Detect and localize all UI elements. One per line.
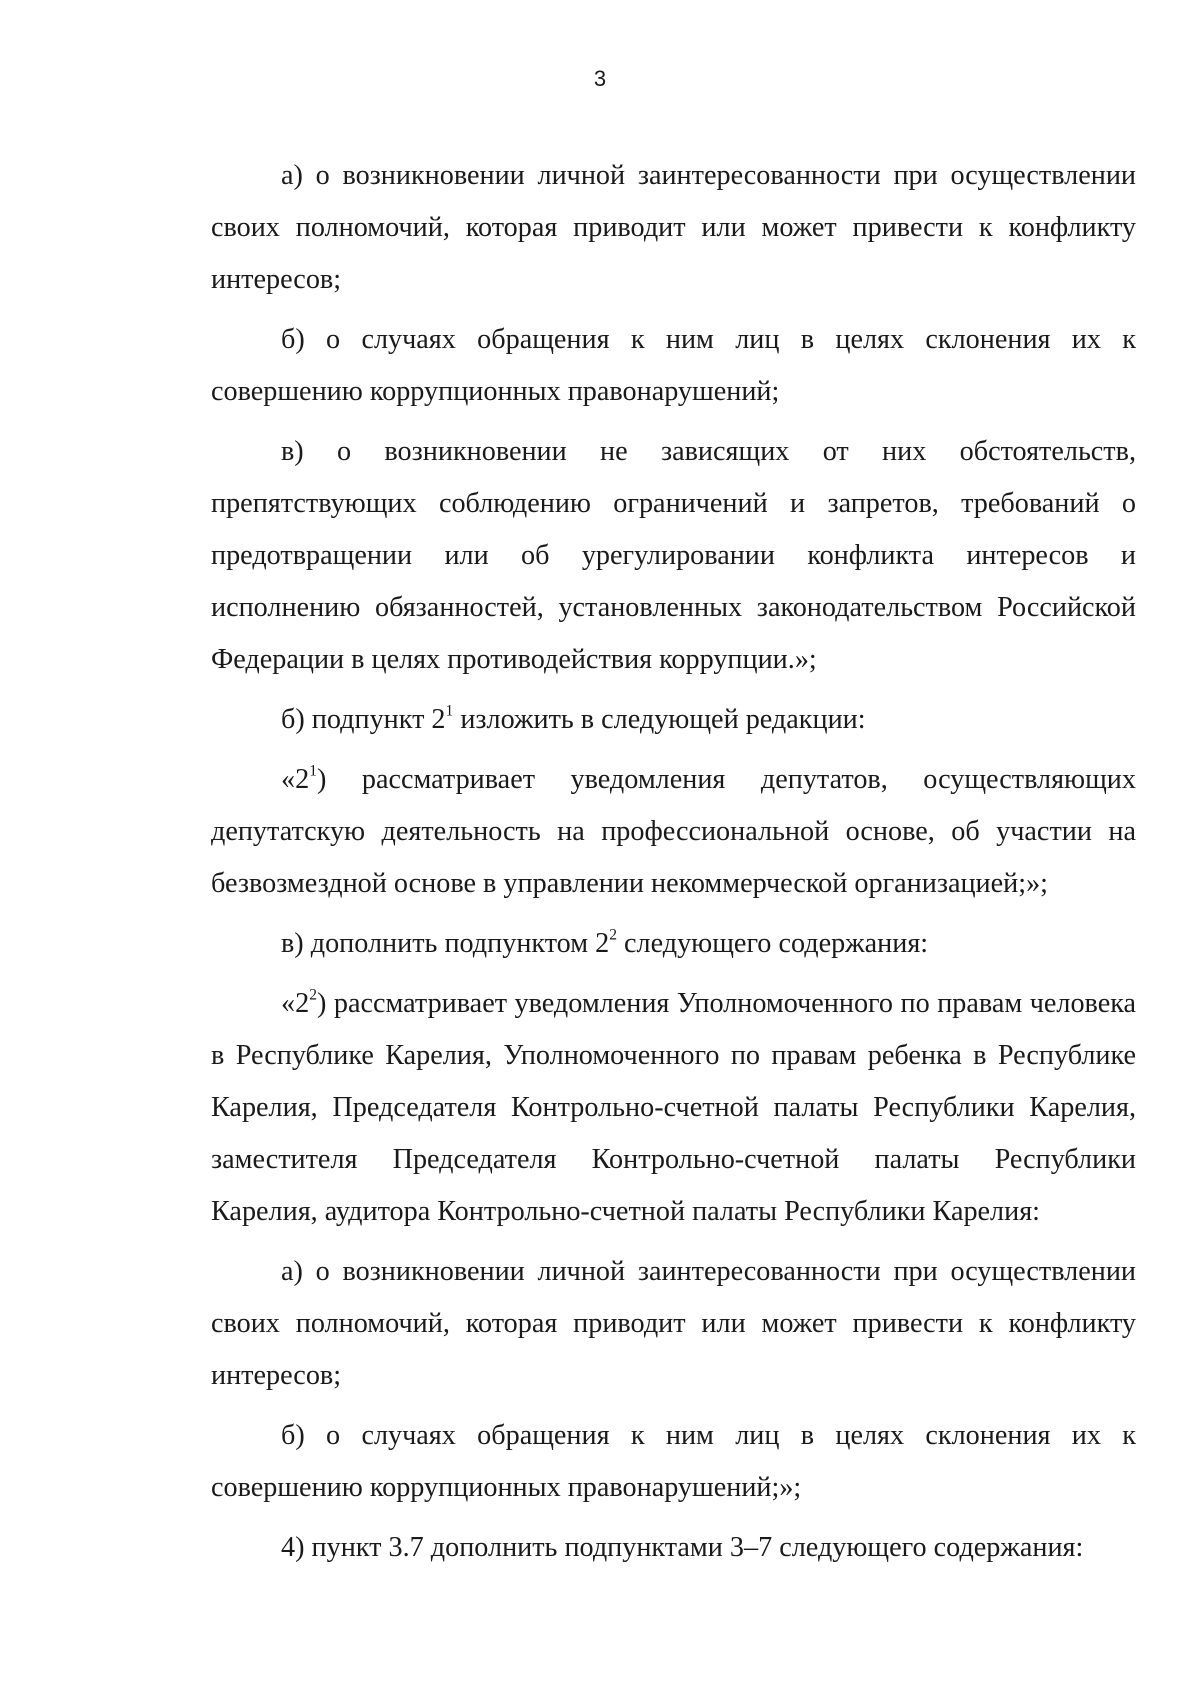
paragraph-item-b-inducement-2: б) о случаях обращения к ним лиц в целях склонения их к совершению коррупционных правонарушений;»; [211, 1420, 1136, 1503]
paragraph-text-after: ) рассматривает уведомления Уполномоченного по правам человека в Республике Карелия, Уполномоченного по правам ребенка в Республике Карелия, Председателя Контрольно-счетной палаты Республики Карелия, заместителя Председателя Контрольно-счетной палаты Республики Карелия, аудитора Контрольно-счетной палаты Республики Карелия: [211, 988, 1136, 1227]
paragraph-text-before: б) подпункт 2 [281, 704, 446, 735]
superscript-index: 2 [609, 926, 617, 944]
superscript-index: 1 [309, 762, 317, 780]
paragraph-text-before: «2 [281, 764, 310, 795]
paragraph-subclause-2-1-text [211, 754, 1136, 910]
superscript-index: 2 [309, 986, 317, 1004]
paragraph-clause-4: 4) пункт 3.7 дополнить подпунктами 3–7 следующего содержания: [281, 1532, 1084, 1563]
paragraph-subclause-2-2-addition [211, 918, 1136, 970]
paragraph-subclause-2-2-text [211, 978, 1136, 1238]
paragraph-item-v-circumstances: в) о возникновении не зависящих от них обстоятельств, препятствующих соблюдению ограничений и запретов, требований о предотвращении или об урегулировании конфликта интересов и исполнению обязанностей, установленных законодательством Российской Федерации в целях противодействия коррупции.»; [211, 436, 1136, 675]
page-number: 3 [593, 66, 607, 91]
paragraph-text-after: изложить в следующей редакции: [453, 704, 866, 735]
paragraph-text-after: следующего содержания: [616, 928, 929, 959]
paragraph-item-a-personal-interest-2: а) о возникновении личной заинтересованности при осуществлении своих полномочий, которая приводит или может привести к конфликту интересов; [211, 1256, 1136, 1391]
paragraph-text-after: ) рассматривает уведомления депутатов, осуществляющих депутатскую деятельность на профессиональной основе, об участии на безвозмездной основе в управлении некоммерческой организацией;»; [211, 764, 1136, 899]
paragraph-text-before: «2 [281, 988, 310, 1019]
superscript-index: 1 [445, 702, 454, 720]
paragraph-item-b-inducement: б) о случаях обращения к ним лиц в целях склонения их к совершению коррупционных правонарушений; [211, 324, 1136, 407]
paragraph-item-a-personal-interest: а) о возникновении личной заинтересованности при осуществлении своих полномочий, которая приводит или может привести к конфликту интересов; [211, 160, 1136, 295]
paragraph-text-before: в) дополнить подпунктом 2 [281, 928, 610, 959]
document-body [211, 150, 1136, 1582]
paragraph-subclause-2-1-amendment [211, 694, 1136, 746]
